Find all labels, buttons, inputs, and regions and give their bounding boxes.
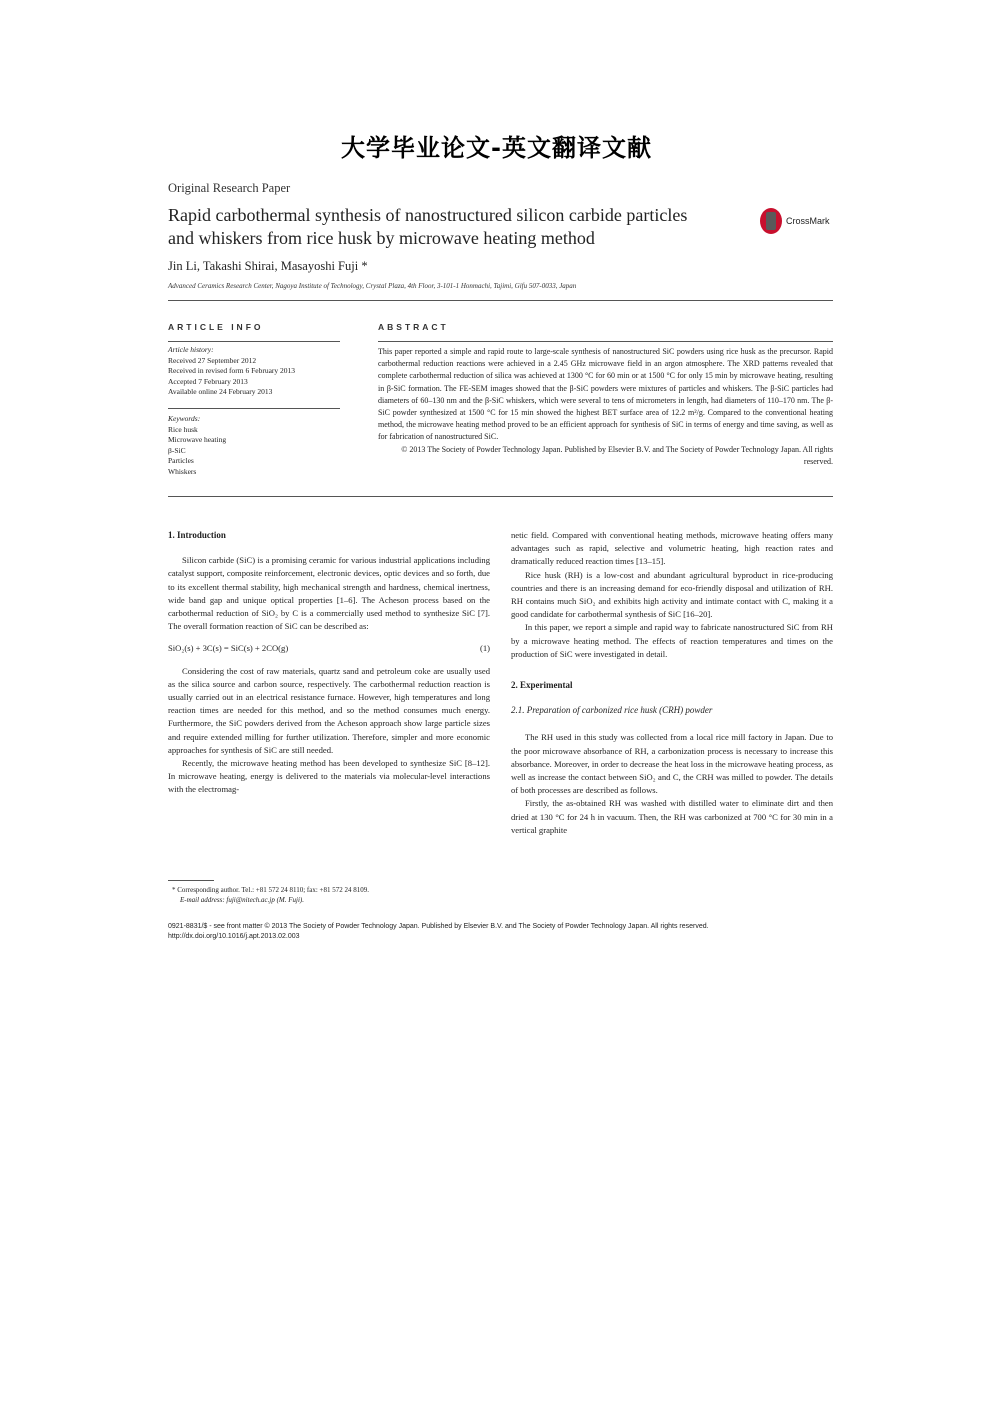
abstract-heading: ABSTRACT <box>378 322 449 332</box>
paper-title-line-2: and whiskers from rice husk by microwave heating method <box>168 228 595 248</box>
article-history-label: Article history: <box>168 345 214 354</box>
right-column <box>511 529 833 837</box>
author-list: Jin Li, Takashi Shirai, Masayoshi Fuji * <box>168 259 368 273</box>
equation-text: SiO₂(s) + 3C(s) = SiC(s) + 2CO(g) <box>168 643 289 654</box>
section-heading-experimental: 2. Experimental <box>511 680 573 691</box>
article-history <box>168 345 340 398</box>
history-online: Available online 24 February 2013 <box>168 387 273 396</box>
front-matter-footer <box>168 922 838 942</box>
keyword-item: Particles <box>168 456 194 465</box>
header-divider <box>168 300 833 301</box>
history-accepted: Accepted 7 February 2013 <box>168 376 248 386</box>
paper-title <box>168 204 758 250</box>
article-info-divider <box>168 341 340 342</box>
body-divider <box>168 496 833 497</box>
footnote-corresponding-author: * Corresponding author. Tel.: +81 572 24 8110; fax: +81 572 24 8109. <box>172 886 369 894</box>
footnote-divider <box>168 880 214 881</box>
keyword-item: Rice husk <box>168 424 198 434</box>
body-paragraph: netic field. Compared with conventional heating methods, microwave heating offers many advantages such as rapid, selective and volumetric heating, high reaction rates and dramatically reduced reaction times [13–15]. <box>511 530 833 567</box>
section-heading-introduction: 1. Introduction <box>168 530 226 540</box>
article-info-heading: ARTICLE INFO <box>168 322 264 332</box>
subsection-heading: 2.1. Preparation of carbonized rice husk (CRH) powder <box>511 705 713 716</box>
affiliation: Advanced Ceramics Research Center, Nagoya Institute of Technology, Crystal Plaza, 4th Floor, 3-101-1 Honmachi, Tajimi, Gifu 507-0033, Japan <box>168 282 577 290</box>
keywords-divider <box>168 408 340 409</box>
keyword-item: β-SiC <box>168 445 186 455</box>
issn-line: 0921-8831/$ - see front matter © 2013 The Society of Powder Technology Japan. Published by Elsevier B.V. and The Society of Powder Technology Japan. All rights reserved. <box>168 923 709 930</box>
history-revised: Received in revised form 6 February 2013 <box>168 366 296 375</box>
body-paragraph: Rice husk (RH) is a low-cost and abundant agricultural byproduct in rice-producing countries and there is an increasing demand for eco-friendly disposal and utilization of RH. RH contains much SiO₂ and exhibits high activity and intimate contact with C, making it a good candidate for carbothermal synthesis of SiC [16–20]. <box>511 569 833 620</box>
document-title: 大学毕业论文-英文翻译文献 <box>341 134 652 162</box>
keyword-item: Microwave heating <box>168 435 227 444</box>
equation-number: (1) <box>479 643 490 654</box>
left-column <box>168 529 490 797</box>
footnote-email[interactable]: E-mail address: fuji@nitech.ac.jp (M. Fuji). <box>180 896 304 904</box>
equation-1 <box>168 642 490 655</box>
body-paragraph: In this paper, we report a simple and rapid way to fabricate nanostructured SiC from RH by a microwave heating method. The effects of reaction temperatures and times on the production of SiC were investigated in detail. <box>511 622 833 659</box>
abstract-copyright: © 2013 The Society of Powder Technology Japan. Published by Elsevier B.V. and The Society of Powder Technology Japan. All rights reserved. <box>401 444 833 466</box>
crossmark-badge[interactable] <box>760 208 830 234</box>
abstract-paragraph: This paper reported a simple and rapid route to large-scale synthesis of nanostructured SiC powders using rice husk as the precursor. Rapid carbothermal reduction reactions were achieved in a 2.45 GHz microwave field in an argon atmosphere. The XRD patterns revealed that complete carbothermal reduction of silica was achieved at 1300 °C for 60 min or at 1500 °C for only 15 min by microwave heating, resulting in β-SiC formation. The FE-SEM images showed that the β-SiC powders were mixtures of particles and whiskers. The β-SiC particles had diameters of 60–130 nm and the β-SiC whiskers, which were several to tens of micrometers in length, had diameters of 110–170 nm. The β-SiC powder synthesized at 1500 °C for 15 min showed the highest BET surface area of 12.2 m²/g. Compared to the conventional heating method, the microwave heating method proved to be an efficient approach for synthesis of SiC in terms of energy and time saving, as well as for fabrication of nanostructured SiC. <box>378 347 833 442</box>
body-paragraph: Silicon carbide (SiC) is a promising ceramic for various industrial applications including catalyst support, composite reinforcement, electronic devices, optic devices and so forth, due to its excellent thermal stability, high mechanical strength and hardness, chemical inertness, wide band gap and unique optical properties [1–6]. The Acheson process based on the carbothermal reduction of SiO₂ by C is a commercially used method to synthesize SiC [7]. The overall formation reaction of SiC can be described as: <box>168 555 490 632</box>
abstract-body <box>378 346 833 468</box>
footnote <box>172 885 492 905</box>
article-type: Original Research Paper <box>168 181 291 195</box>
abstract-divider <box>378 341 833 342</box>
body-paragraph: The RH used in this study was collected from a local rice mill factory in Japan. Due to the poor microwave absorbance of RH, a carbonization process is necessary to increase this absorbance. Moreover, in order to decrease the heat loss in the microwave heating process, as well as increase the contact between SiO₂ and C, the CRH was milled to powder. The details of both processes are described as follows. <box>511 732 833 796</box>
keywords-label: Keywords: <box>168 414 201 423</box>
history-received: Received 27 September 2012 <box>168 355 257 365</box>
paper-title-line-1: Rapid carbothermal synthesis of nanostructured silicon carbide particles <box>168 205 688 225</box>
body-paragraph: Considering the cost of raw materials, quartz sand and petroleum coke are usually used as the silica source and carbon source, respectively. The carbothermal reduction reaction is usually carried out in an electrical resistance furnace. However, high temperatures and long reaction times are needed for this method, and so the method consumes much energy. Furthermore, the SiC powders derived from the Acheson approach show large particle sizes and require extended milling for further utilization. Therefore, simpler and more economic approaches for synthesis of SiC are still needed. <box>168 665 490 755</box>
crossmark-icon <box>760 208 782 234</box>
doi-link[interactable]: http://dx.doi.org/10.1016/j.apt.2013.02.003 <box>168 933 300 940</box>
crossmark-label: CrossMark <box>786 216 830 226</box>
keyword-item: Whiskers <box>168 466 197 476</box>
keywords <box>168 414 340 477</box>
body-paragraph: Recently, the microwave heating method has been developed to synthesize SiC [8–12]. In microwave heating, energy is delivered to the materials via molecular-level interactions with the electromag- <box>168 758 490 795</box>
body-paragraph: Firstly, the as-obtained RH was washed with distilled water to eliminate dirt and then dried at 130 °C for 24 h in vacuum. Then, the RH was carbonized at 700 °C for 30 min in a vertical graphite <box>511 798 833 835</box>
